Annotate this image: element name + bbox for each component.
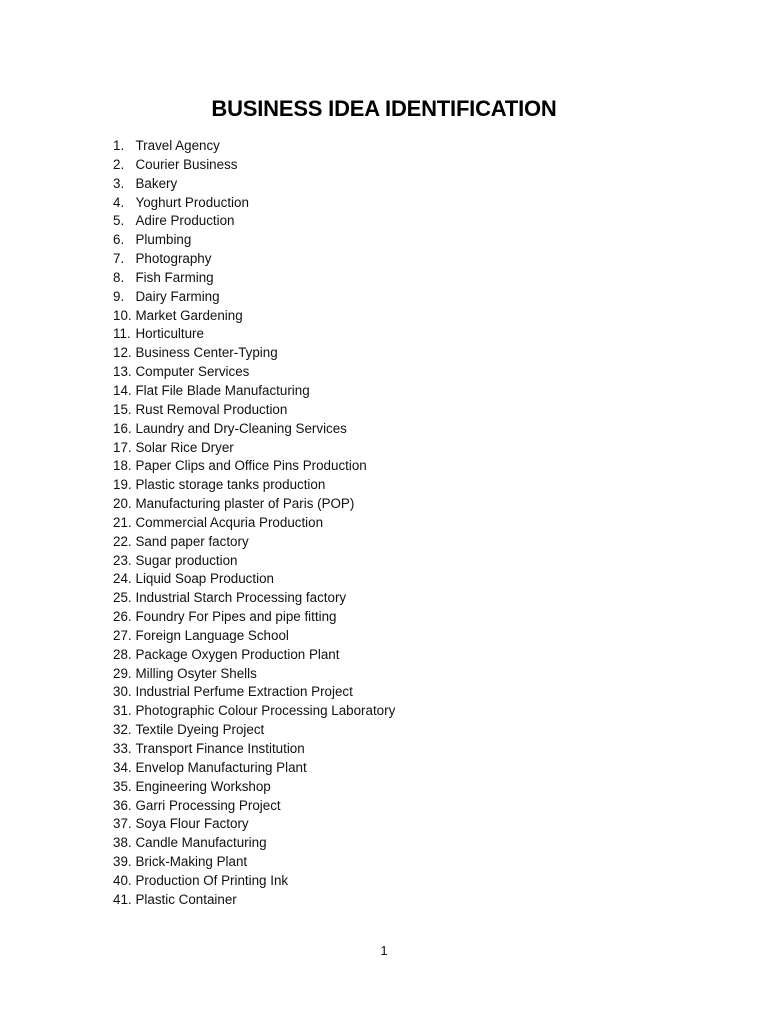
- list-item-text: Industrial Perfume Extraction Project: [135, 684, 353, 700]
- list-item: [113, 344, 395, 363]
- list-item: [113, 665, 395, 684]
- list-item-text: Foreign Language School: [135, 627, 289, 643]
- list-item-number: 7.: [113, 251, 125, 267]
- list-item-number: 4.: [113, 194, 125, 210]
- list-item: [113, 721, 395, 740]
- list-item-number: 40.: [113, 872, 132, 888]
- list-item-text: Liquid Soap Production: [135, 571, 274, 587]
- list-item: [113, 156, 395, 175]
- list-item-text: Transport Finance Institution: [135, 741, 305, 756]
- list-item-number: 10.: [113, 307, 132, 323]
- list-item-text: Adire Production: [135, 213, 235, 229]
- list-item-number: 20.: [113, 496, 132, 512]
- list-item-text: Commercial Acquria Production: [135, 514, 324, 530]
- list-item-text: Sand paper factory: [135, 533, 249, 549]
- list-item-number: 18.: [113, 458, 132, 474]
- list-item-number: 30.: [113, 684, 132, 700]
- list-item-number: 27.: [113, 627, 132, 643]
- list-item: [113, 382, 395, 401]
- page-title: BUSINESS IDEA IDENTIFICATION: [211, 96, 557, 121]
- list-item-number: 12.: [113, 345, 132, 361]
- list-item: [113, 363, 395, 382]
- list-item-number: 13.: [113, 364, 132, 380]
- list-item-text: Candle Manufacturing: [135, 835, 267, 851]
- list-item-text: Envelop Manufacturing Plant: [135, 759, 307, 775]
- list-item: [113, 740, 395, 759]
- list-item-text: Engineering Workshop: [135, 778, 271, 794]
- list-item-number: 31.: [113, 703, 132, 719]
- list-item: [113, 175, 395, 194]
- list-item: [113, 702, 395, 721]
- list-item-text: Photography: [135, 251, 212, 267]
- list-item: [113, 815, 395, 834]
- list-item: [113, 759, 395, 778]
- list-item-number: 6.: [113, 232, 125, 248]
- list-item-text: Milling Osyter Shells: [135, 665, 257, 681]
- list-item: [113, 231, 395, 250]
- list-item-number: 24.: [113, 571, 132, 587]
- list-item-text: Plumbing: [135, 232, 192, 248]
- list-item-text: Bakery: [135, 175, 178, 191]
- list-item-text: Courier Business: [135, 156, 238, 172]
- list-item: [113, 137, 395, 156]
- list-item-text: Yoghurt Production: [135, 194, 249, 210]
- list-item-number: 38.: [113, 835, 132, 851]
- list-item-number: 8.: [113, 269, 125, 285]
- list-item-text: Flat File Blade Manufacturing: [135, 382, 310, 398]
- list-item-number: 22.: [113, 533, 132, 549]
- list-item-text: Photographic Colour Processing Laboratory: [135, 703, 396, 719]
- list-item: [113, 476, 395, 495]
- list-item-text: Brick-Making Plant: [135, 854, 248, 870]
- list-item: [113, 401, 395, 420]
- list-item-text: Market Gardening: [135, 307, 243, 323]
- list-item: [113, 853, 395, 872]
- list-item: [113, 608, 395, 627]
- list-item-text: Industrial Starch Processing factory: [135, 590, 347, 606]
- list-item: [113, 891, 395, 910]
- list-item: [113, 420, 395, 439]
- list-item: [113, 194, 395, 213]
- list-item: [113, 627, 395, 646]
- list-item-number: 25.: [113, 590, 132, 606]
- list-item: [113, 325, 395, 344]
- list-item-number: 5.: [113, 213, 125, 229]
- list-item-text: Plastic storage tanks production: [135, 477, 326, 493]
- list-item: [113, 533, 395, 552]
- list-item: [113, 552, 395, 571]
- list-item-text: Fish Farming: [135, 269, 214, 285]
- list-item: [113, 872, 395, 891]
- list-item-text: Plastic Container: [135, 891, 237, 907]
- list-item-number: 26.: [113, 609, 132, 625]
- list-item-number: 28.: [113, 646, 132, 662]
- list-item-text: Foundry For Pipes and pipe fitting: [135, 609, 337, 625]
- list-item: [113, 439, 395, 458]
- list-item: [113, 797, 395, 816]
- business-idea-list: [113, 137, 395, 910]
- list-item-number: 33.: [113, 741, 132, 756]
- page-number: 1: [380, 943, 388, 958]
- list-item-text: Manufacturing plaster of Paris (POP): [135, 496, 355, 512]
- list-item-number: 16.: [113, 420, 132, 436]
- list-item-text: Production Of Printing Ink: [135, 872, 289, 888]
- list-item-text: Horticulture: [135, 326, 204, 342]
- list-item: [113, 307, 395, 326]
- list-item: [113, 834, 395, 853]
- list-item-text: Textile Dyeing Project: [135, 722, 265, 738]
- list-item: [113, 269, 395, 288]
- list-item-text: Computer Services: [135, 364, 250, 380]
- list-item: [113, 250, 395, 269]
- list-item-text: Travel Agency: [135, 138, 220, 153]
- list-item-text: Garri Processing Project: [135, 797, 281, 813]
- list-item-number: 19.: [113, 477, 132, 493]
- list-item: [113, 495, 395, 514]
- list-item-text: Paper Clips and Office Pins Production: [135, 458, 367, 474]
- list-item-text: Rust Removal Production: [135, 401, 288, 417]
- list-item-number: 15.: [113, 401, 132, 417]
- list-item-number: 36.: [113, 797, 132, 813]
- list-item-text: Laundry and Dry-Cleaning Services: [135, 420, 347, 436]
- list-item-number: 41.: [113, 891, 132, 907]
- list-item-number: 14.: [113, 382, 132, 398]
- list-item-number: 37.: [113, 816, 132, 832]
- list-item: [113, 778, 395, 797]
- list-item-number: 1.: [113, 138, 125, 153]
- list-item-number: 35.: [113, 778, 132, 794]
- list-item-number: 39.: [113, 854, 132, 870]
- list-item: [113, 457, 395, 476]
- list-item: [113, 683, 395, 702]
- list-item: [113, 589, 395, 608]
- list-item-number: 9.: [113, 288, 125, 304]
- list-item: [113, 514, 395, 533]
- list-item-number: 29.: [113, 665, 132, 681]
- list-item: [113, 646, 395, 665]
- list-item-text: Sugar production: [135, 552, 238, 568]
- list-item-text: Package Oxygen Production Plant: [135, 646, 340, 662]
- list-item-text: Soya Flour Factory: [135, 816, 249, 832]
- list-item-text: Business Center-Typing: [135, 345, 278, 361]
- list-item: [113, 570, 395, 589]
- list-item-number: 32.: [113, 722, 132, 738]
- list-item: [113, 212, 395, 231]
- list-item-number: 3.: [113, 175, 125, 191]
- list-item-number: 17.: [113, 439, 132, 455]
- list-item: [113, 288, 395, 307]
- list-item-text: Solar Rice Dryer: [135, 439, 234, 455]
- list-item-number: 2.: [113, 156, 125, 172]
- list-item-text: Dairy Farming: [135, 288, 220, 304]
- list-item-number: 23.: [113, 552, 132, 568]
- list-item-number: 11.: [113, 326, 131, 342]
- list-item-number: 34.: [113, 759, 132, 775]
- list-item-number: 21.: [113, 514, 132, 530]
